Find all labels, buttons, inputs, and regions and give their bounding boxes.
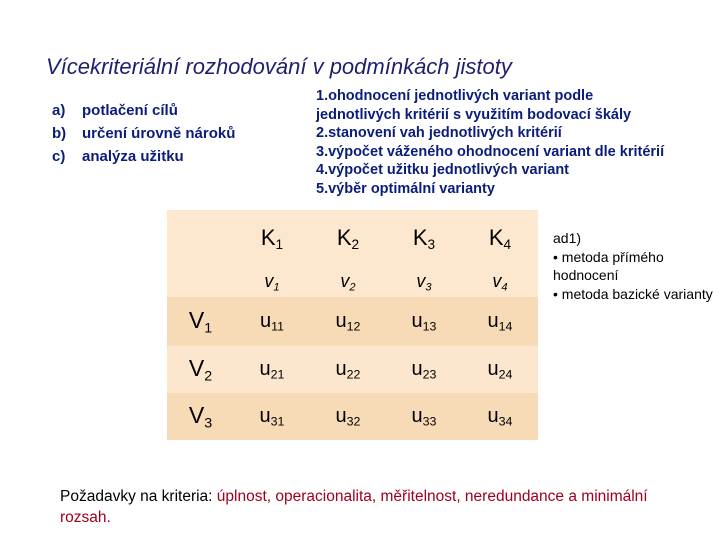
criterion-header: $K_2$: [310, 210, 386, 267]
table-row: [167, 297, 538, 346]
list-marker: b): [52, 125, 67, 142]
variant-header: $V_3$: [167, 393, 234, 440]
utility-cell: $u_{31}$: [234, 393, 310, 440]
step-line: 4.výpočet užitku jednotlivých variant: [316, 162, 570, 178]
step-line: 3.výpočet váženého ohodnocení variant dle kritérií: [316, 143, 665, 160]
criteria-requirements: [60, 486, 700, 528]
note-item: • metoda bazické varianty: [553, 285, 713, 302]
procedure-steps: [316, 87, 716, 198]
criterion-header: $K_3$: [386, 210, 462, 267]
list-item: [52, 122, 292, 145]
matrix-corner: [167, 210, 234, 297]
step-line: jednotlivých kritérií s využitím bodovací škály: [316, 106, 632, 123]
decision-matrix: [167, 210, 538, 440]
weight-header: $v_1$: [234, 267, 310, 297]
list-item-text: analýza užitku: [82, 148, 184, 165]
utility-cell: $u_{21}$: [234, 346, 310, 393]
note-item: • metoda přímého hodnocení: [553, 248, 664, 283]
criterion-header: $K_4$: [462, 210, 538, 267]
note-heading: ad1): [553, 230, 582, 246]
table-row: [167, 393, 538, 440]
variant-header: $V_2$: [167, 346, 234, 393]
utility-cell: $u_{12}$: [310, 297, 386, 346]
variant-header: $V_1$: [167, 297, 234, 346]
list-marker: c): [52, 148, 66, 165]
weight-header: $v_4$: [462, 267, 538, 297]
utility-cell: $u_{33}$: [386, 393, 462, 440]
list-item-text: určení úrovně nároků: [82, 125, 236, 142]
list-item: [52, 99, 292, 122]
table-row: [167, 346, 538, 393]
criterion-header: $K_1$: [234, 210, 310, 267]
list-marker: a): [52, 102, 66, 119]
weight-header: $v_3$: [386, 267, 462, 297]
requirements-list: úplnost, operacionalita, měřitelnost, neredundance a minimální rozsah.: [60, 488, 648, 526]
weight-header: $v_2$: [310, 267, 386, 297]
page-title: Vícekriteriální rozhodování v podmínkách jistoty: [46, 54, 512, 79]
method-list: [52, 99, 292, 168]
utility-cell: $u_{11}$: [234, 297, 310, 346]
utility-cell: $u_{23}$: [386, 346, 462, 393]
method-note: [553, 229, 713, 303]
utility-cell: $u_{34}$: [462, 393, 538, 440]
step-line: 1.ohodnocení jednotlivých variant podle: [316, 88, 594, 104]
step-line: 2.stanovení vah jednotlivých kritérií: [316, 125, 562, 141]
utility-cell: $u_{13}$: [386, 297, 462, 346]
utility-cell: $u_{32}$: [310, 393, 386, 440]
list-item: [52, 145, 292, 168]
utility-cell: $u_{22}$: [310, 346, 386, 393]
step-line: 5.výběr optimální varianty: [316, 180, 495, 197]
utility-cell: $u_{24}$: [462, 346, 538, 393]
utility-cell: $u_{14}$: [462, 297, 538, 346]
requirements-label: Požadavky na kriteria:: [60, 488, 217, 505]
list-item-text: potlačení cílů: [82, 102, 178, 119]
